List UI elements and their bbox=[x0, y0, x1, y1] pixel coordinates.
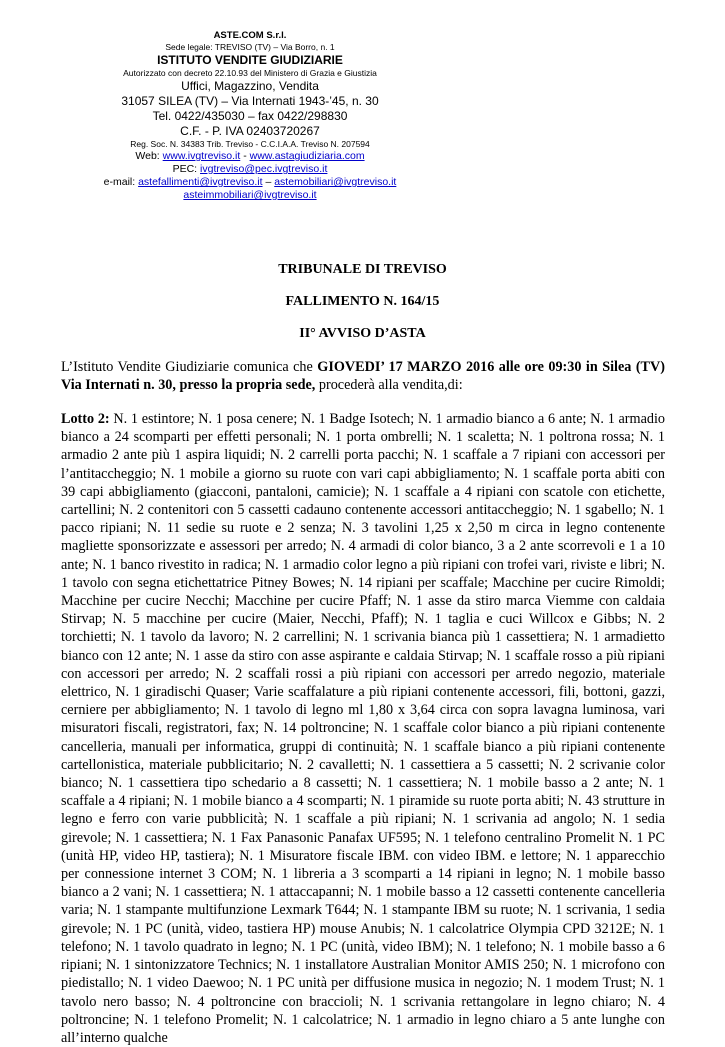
address-line: 31057 SILEA (TV) – Via Internati 1943-’45, n. 30 bbox=[121, 94, 379, 108]
email-label: e-mail: bbox=[103, 176, 136, 188]
lot-label: Lotto 2: bbox=[61, 411, 110, 427]
company-name: ASTE.COM S.r.l. bbox=[213, 30, 287, 41]
offices-line: Uffici, Magazzino, Vendita bbox=[181, 79, 319, 93]
email-separator: – bbox=[265, 176, 272, 188]
pec-link[interactable]: ivgtreviso@pec.ivgtreviso.it bbox=[200, 163, 328, 175]
pec-label: PEC: bbox=[172, 163, 198, 175]
web-line bbox=[40, 150, 460, 163]
web-link-ivgtreviso[interactable]: www.ivgtreviso.it bbox=[162, 150, 241, 162]
notice-heading: II° AVVISO D’ASTA bbox=[299, 326, 426, 341]
web-link-astagiudiziaria[interactable]: www.astagiudiziaria.com bbox=[249, 150, 365, 162]
court-heading: TRIBUNALE DI TREVISO bbox=[278, 262, 447, 277]
email-link-astemobiliari[interactable]: astemobiliari@ivgtreviso.it bbox=[274, 176, 397, 188]
institute-name: ISTITUTO VENDITE GIUDIZIARIE bbox=[157, 53, 343, 67]
lot-paragraph bbox=[61, 410, 665, 1047]
intro-suffix: procederà alla vendita,di: bbox=[315, 377, 463, 394]
intro-prefix: L’Istituto Vendite Giudiziarie comunica che bbox=[61, 359, 318, 375]
letterhead bbox=[40, 30, 460, 202]
web-separator: - bbox=[243, 150, 247, 162]
lot-items-text: N. 1 estintore; N. 1 posa cenere; N. 1 Badge Isotech; N. 1 armadio bianco a 6 ante; N. 1 armadio bianco a 24 scomparti per effetti personali; N. 1 porta ombrelli; N. 1 scaletta; N. 1 poltrona rossa; N. 1 armadio 2 ante più 1 aspira liquidi; N. 2 carrelli porta pacchi; N. 1 scaffale a 7 ripiani con accessori per l’antitaccheggio; N. 1 mobile a giorno su ruote con vari capi abbigliamento; N. 1 scaffale porta abiti con 39 capi abbigliamento (giacconi, pantaloni, camicie); N. 1 scaffale a 4 ripiani con scatole con etichette, cartellini; N. 2 contenitori con 5 cassetti cadauno contenente accessori antitaccheggio; N. 1 sgabello; N. 1 pacco ripiani; N. 11 sedie su ruote e 2 senza; N. 3 tavolini 1,25 x 2,50 m circa in legno contenente magliette sponsorizzate e assessori per arredo; N. 4 armadi di color bianco, 3 a 2 ante scorrevoli e 1 a 10 ante; N. 1 banco rivestito in radica; N. 1 armadio color legno a più ripiani con trofei vari, riviste e libri; N. 1 tavolo con segna etichettatrice Pitney Bowes; N. 14 ripiani per scaffale; Macchine per cucire Rimoldi; Macchine per cucire Necchi; Macchine per cucire Pfaff; N. 1 asse da stiro marca Viemme con caldaia Stirvap; N. 5 macchine per cucire (Maier, Necchi, Pfaff); N. 1 taglia e cuci Willcox e Gibbs; N. 2 torchietti; N. 1 tavolo da lavoro; N. 2 carrellini; N. 1 scrivania bianca più 1 cassettiera; N. 1 armadietto bianco con 12 ante; N. 1 asse da stiro con asse aspirante e caldaia Stirvap; N. 1 scaffale rosso a più ripiani con accessori per arredo; N. 2 scaffali rossi a più ripiani con accessori per arredo negozio, materiale elettrico, N. 1 giradischi Quaser; Varie scaffalature a più ripiani contenente accessori, fili, bottoni, gazzi, cerniere per abbigliamento; N. 1 tavolo di legno ml 1,80 x 3,64 circa con sopra lavagna luminosa, vari misuratori fiscali, registratori, fax; N. 14 poltroncine; N. 1 scaffale color bianco a più ripiani contenente cancelleria, manuali per informatica, gruppi di continuità; N. 1 scaffale bianco a più ripiani contenente cartellonistica, materiale pubblicitario; N. 2 cavalletti; N. 1 cassettiera a 5 cassetti; N. 2 scrivanie color bianco; N. 1 cassettiera tipo schedario a 8 cassetti; N. 1 cassettiera; N. 1 mobile basso a 2 ante; N. 1 scaffale a 4 ripiani; N. 1 mobile bianco a 4 scomparti; N. 1 piramide su ruote porta abiti; N. 43 strutture in legno e ferro con varie pubblicità; N. 1 scaffale a più ripiani; N. 1 scrivania ad angolo; N. 1 sedia girevole; N. 1 cassettiera; N. 1 Fax Panasonic Panafax UF595; N. 1 telefono centralino Promelit N. 1 PC (unità HP, video HP, tastiera); N. 1 Misuratore fiscale IBM. con video IBM. e lettore; N. 1 apparecchio per connessione internet 3 COM; N. 1 libreria a 3 scomparti a 14 ripiani in legno; N. 1 mobile basso bianco a 2 vani; N. 1 cassettiera; N. 1 attaccapanni; N. 1 mobile basso a 12 cassetti contenente cancelleria varia; N. 1 stampante multifunzione Lexmark T644; N. 1 stampante IBM su ruote; N. 1 scrivania, 1 sedia girevole; N. 1 PC (unità, video, tastiera HP) mouse Anubis; N. 1 calcolatrice Olympia CPD 3212E; N. 1 telefono; N. 1 tavolo quadrato in legno; N. 1 PC (unità, video IBM); N. 1 telefono; N. 1 mobile basso a 6 ripiani; N. 1 sintonizzatore Technics; N. 1 installatore Australian Monitor AMIS 250; N. 1 microfono con piedistallo; N. 1 video Daewoo; N. 1 PC unità per diffusione musica in negozio; N. 1 modem Trust; N. 1 tavolo nero basso; N. 4 poltroncine con braccioli; N. 1 scrivania rettangolare in legno chiaro; N. 4 poltroncine; N. 1 telefono Promelit; N. 1 calcolatrice; N. 1 armadio in legno chiaro a 5 ante lunghe con all’interno qualche bbox=[61, 411, 665, 1046]
email-line-2 bbox=[40, 189, 460, 202]
intro-date-location: GIOVEDI’ 17 MARZO 2016 alle ore 09:30 in Silea (TV) Via Internati n. 30, presso la propria sede, bbox=[61, 359, 665, 394]
intro-paragraph bbox=[61, 358, 665, 394]
registration-line: Reg. Soc. N. 34383 Trib. Treviso - C.C.I.A.A. Treviso N. 207594 bbox=[130, 139, 370, 149]
authorization-line: Autorizzato con decreto 22.10.93 del Ministero di Grazia e Giustizia bbox=[123, 68, 377, 78]
bankruptcy-heading: FALLIMENTO N. 164/15 bbox=[285, 294, 440, 309]
email-link-asteimmobiliari[interactable]: asteimmobiliari@ivgtreviso.it bbox=[183, 189, 317, 201]
tax-ids-line: C.F. - P. IVA 02403720267 bbox=[180, 124, 320, 138]
pec-line bbox=[40, 163, 460, 176]
legal-seat: Sede legale: TREVISO (TV) – Via Borro, n. 1 bbox=[165, 42, 335, 52]
email-line bbox=[40, 176, 460, 189]
phone-fax-line: Tel. 0422/435030 – fax 0422/298830 bbox=[152, 109, 348, 123]
email-link-astefallimenti[interactable]: astefallimenti@ivgtreviso.it bbox=[138, 176, 263, 188]
web-label: Web: bbox=[135, 150, 160, 162]
